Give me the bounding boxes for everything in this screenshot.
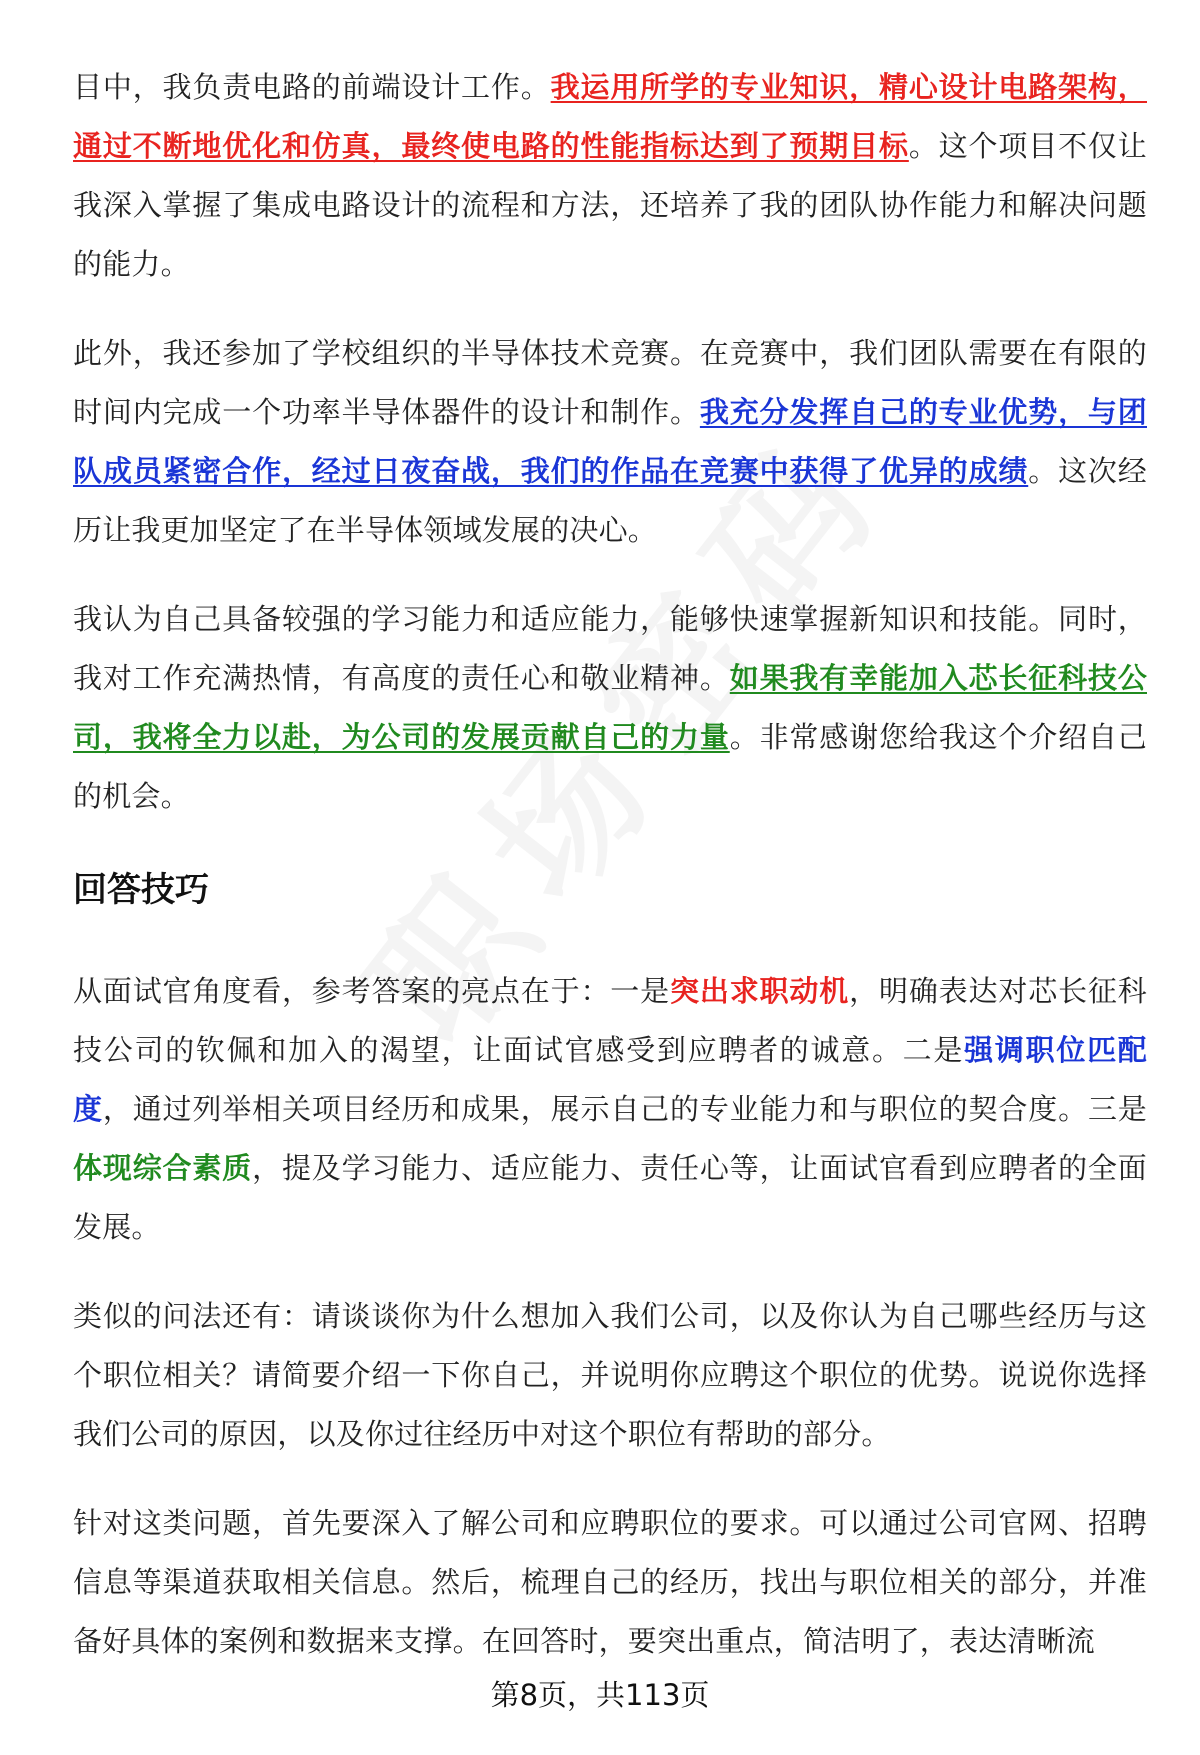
paragraph-competition <box>73 324 1147 560</box>
section-heading: 回答技巧 <box>73 870 209 910</box>
document-body <box>73 58 1147 1701</box>
paragraph-text: 。非常感谢您给我这个介绍自己的机会。 <box>73 720 1147 813</box>
paragraph-closing <box>73 590 1147 826</box>
paragraph-similar-questions: 类似的问法还有：请谈谈你为什么想加入我们公司，以及你认为自己哪些经历与这个职位相关？请简要介绍一下你自己，并说明你应聘这个职位的优势。说说你选择我们公司的原因，以及你过往经历中对这个职位有帮助的部分。 <box>73 1299 1147 1451</box>
paragraph-text: 从面试官角度看，参考答案的亮点在于：一是 <box>73 974 671 1008</box>
highlight-blue: 我充分发挥自己的专业优势，与团队成员紧密合作，经过日夜奋战，我们的作品在竞赛中获得了优异的成绩 <box>73 395 1147 488</box>
paragraph-text: 此外，我还参加了学校组织的半导体技术竞赛。在竞赛中，我们团队需要在有限的时间内完成一个功率半导体器件的设计和制作。 <box>73 336 1147 429</box>
paragraph-text: 我认为自己具备较强的学习能力和适应能力，能够快速掌握新知识和技能。同时，我对工作充满热情，有高度的责任心和敬业精神。 <box>73 602 1147 695</box>
paragraph-tips <box>73 962 1147 1257</box>
keyword-blue: 强调职位匹配度 <box>73 1033 1148 1126</box>
highlight-red: 我运用所学的专业知识，精心设计电路架构，通过不断地优化和仿真，最终使电路的性能指标达到了预期目标 <box>73 70 1147 163</box>
paragraph-text: 目中，我负责电路的前端设计工作。 <box>73 70 551 104</box>
paragraph-text: ，提及学习能力、适应能力、责任心等，让面试官看到应聘者的全面发展。 <box>73 1151 1147 1244</box>
paragraph-text: 。这次经历让我更加坚定了在半导体领域发展的决心。 <box>73 454 1147 547</box>
paragraph-advice: 针对这类问题，首先要深入了解公司和应聘职位的要求。可以通过公司官网、招聘信息等渠道获取相关信息。然后，梳理自己的经历，找出与职位相关的部分，并准备好具体的案例和数据来支撑。在回答时，要突出重点，简洁明了，表达清晰流 <box>73 1506 1147 1658</box>
highlight-green: 如果我有幸能加入芯长征科技公司，我将全力以赴，为公司的发展贡献自己的力量 <box>73 661 1147 754</box>
keyword-green: 体现综合素质 <box>73 1151 253 1185</box>
page-number: 第8页，共113页 <box>490 1678 710 1712</box>
paragraph-text: 。这个项目不仅让我深入掌握了集成电路设计的流程和方法，还培养了我的团队协作能力和解决问题的能力。 <box>73 129 1147 281</box>
paragraph-project-experience <box>73 58 1147 294</box>
paragraph-text: ，明确表达对芯长征科技公司的钦佩和加入的渴望，让面试官感受到应聘者的诚意。二是 <box>73 974 1147 1067</box>
keyword-red: 突出求职动机 <box>670 974 850 1008</box>
paragraph-text: ，通过列举相关项目经历和成果，展示自己的专业能力和与职位的契合度。三是 <box>102 1092 1147 1126</box>
